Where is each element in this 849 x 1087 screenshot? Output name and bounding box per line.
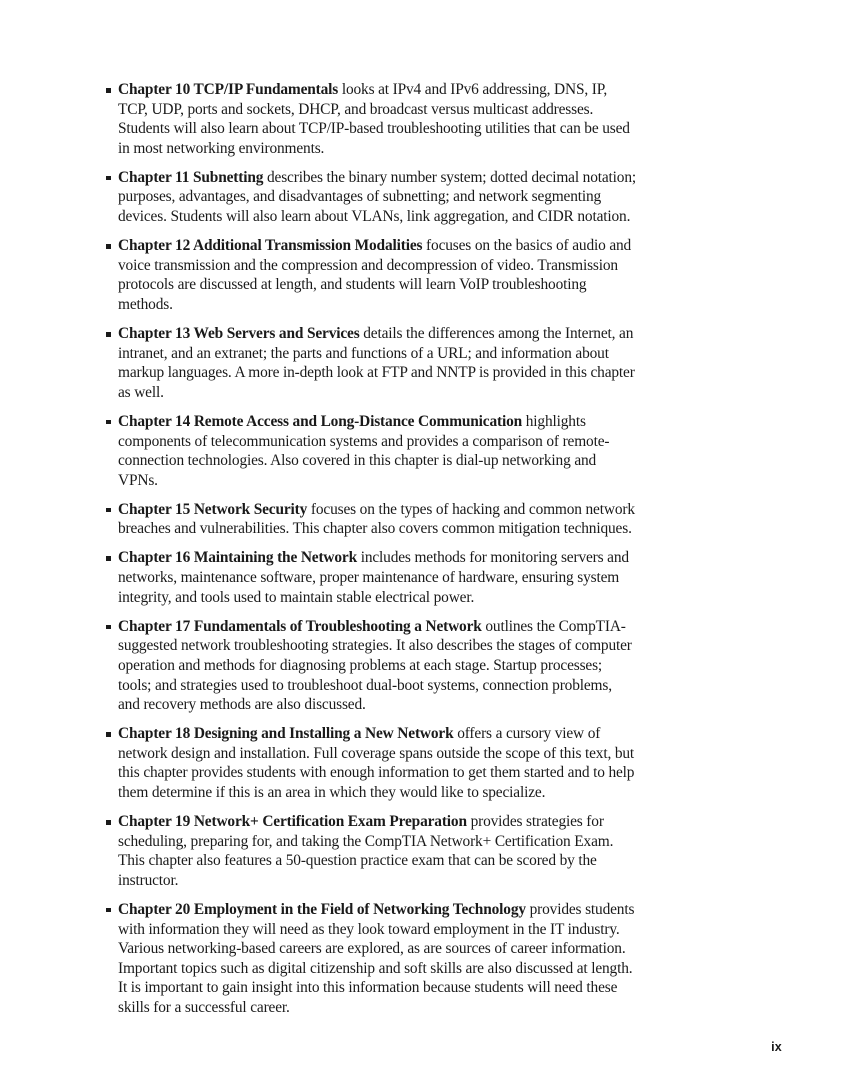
list-item: [106, 324, 636, 402]
chapter-list: [106, 80, 636, 1018]
list-item: [106, 236, 636, 314]
square-bullet-icon: [106, 176, 111, 181]
square-bullet-icon: [106, 625, 111, 630]
page-number: ix: [771, 1040, 782, 1054]
list-item: [106, 80, 636, 158]
chapter-description: focuses on the types of hacking and common network breaches and vulnerabilities. This chapter also covers common mitigation techniques.: [118, 500, 635, 538]
chapter-title: Chapter 19 Network+ Certification Exam Preparation: [118, 813, 467, 831]
chapter-description: provides students with information they will need as they look toward employment in the IT industry. Various networking-based careers are explored, as are sources of career information. Important topics such as digital citizenship and soft skills are also discussed at length. It is important to gain insight into this information because students will need these skills for a successful career.: [118, 900, 635, 1016]
chapter-title: Chapter 17 Fundamentals of Troubleshooting a Network: [118, 617, 482, 635]
chapter-description: focuses on the basics of audio and voice transmission and the compression and decompression of video. Transmission protocols are discussed at length, and students will learn VoIP troubleshooting methods.: [118, 237, 632, 313]
chapter-title: Chapter 20 Employment in the Field of Networking Technology: [118, 900, 526, 918]
chapter-title: Chapter 12 Additional Transmission Modalities: [118, 237, 423, 255]
chapter-description: offers a cursory view of network design and installation. Full coverage spans outside the scope of this text, but this chapter provides students with enough information to get them started and to help them determine if this is an area in which they would like to specialize.: [118, 725, 635, 801]
list-item: [106, 500, 636, 539]
square-bullet-icon: [106, 508, 111, 513]
square-bullet-icon: [106, 420, 111, 425]
square-bullet-icon: [106, 556, 111, 561]
chapter-title: Chapter 15 Network Security: [118, 500, 308, 518]
list-item: [106, 900, 636, 1018]
list-item: [106, 168, 636, 227]
list-item: [106, 617, 636, 715]
list-item: [106, 812, 636, 890]
square-bullet-icon: [106, 244, 111, 249]
list-item: [106, 412, 636, 490]
square-bullet-icon: [106, 732, 111, 737]
chapter-title: Chapter 16 Maintaining the Network: [118, 549, 358, 567]
chapter-title: Chapter 14 Remote Access and Long-Distance Communication: [118, 412, 523, 430]
chapter-description: looks at IPv4 and IPv6 addressing, DNS, IP, TCP, UDP, ports and sockets, DHCP, and broadcast versus multicast addresses. Students will also learn about TCP/IP-based troubleshooting utilities that can be used in most networking environments.: [118, 81, 630, 157]
square-bullet-icon: [106, 332, 111, 337]
square-bullet-icon: [106, 908, 111, 913]
chapter-description: details the differences among the Internet, an intranet, and an extranet; the parts and functions of a URL; and information about markup languages. A more in-depth look at FTP and NNTP is provided in this chapter as well.: [118, 325, 635, 401]
square-bullet-icon: [106, 88, 111, 93]
chapter-description: highlights components of telecommunication systems and provides a comparison of remote-connection technologies. Also covered in this chapter is dial-up networking and VPNs.: [118, 412, 610, 489]
chapter-summaries-section: [106, 80, 636, 1018]
chapter-description: describes the binary number system; dotted decimal notation; purposes, advantages, and disadvantages of subnetting; and network segmenting devices. Students will also learn about VLANs, link aggregation, and CIDR notation.: [118, 168, 637, 226]
chapter-title: Chapter 11 Subnetting: [118, 168, 264, 186]
list-item: [106, 724, 636, 802]
chapter-title: Chapter 10 TCP/IP Fundamentals: [118, 81, 339, 98]
chapter-title: Chapter 13 Web Servers and Services: [118, 325, 360, 343]
list-item: [106, 548, 636, 607]
chapter-description: includes methods for monitoring servers and networks, maintenance software, proper maintenance of hardware, ensuring system integrity, and tools used to maintain stable electrical power.: [118, 549, 629, 606]
square-bullet-icon: [106, 820, 111, 825]
chapter-description: outlines the CompTIA-suggested network troubleshooting strategies. It also describes the stages of computer operation and methods for diagnosing problems at each stage. Startup processes; tools; and strategies used to troubleshoot dual-boot systems, connection problems, and recovery methods are also discussed.: [118, 617, 632, 714]
chapter-title: Chapter 18 Designing and Installing a New Network: [118, 725, 454, 743]
chapter-description: provides strategies for scheduling, preparing for, and taking the CompTIA Network+ Certification Exam. This chapter also features a 50-question practice exam that can be scored by the instructor.: [118, 813, 614, 889]
